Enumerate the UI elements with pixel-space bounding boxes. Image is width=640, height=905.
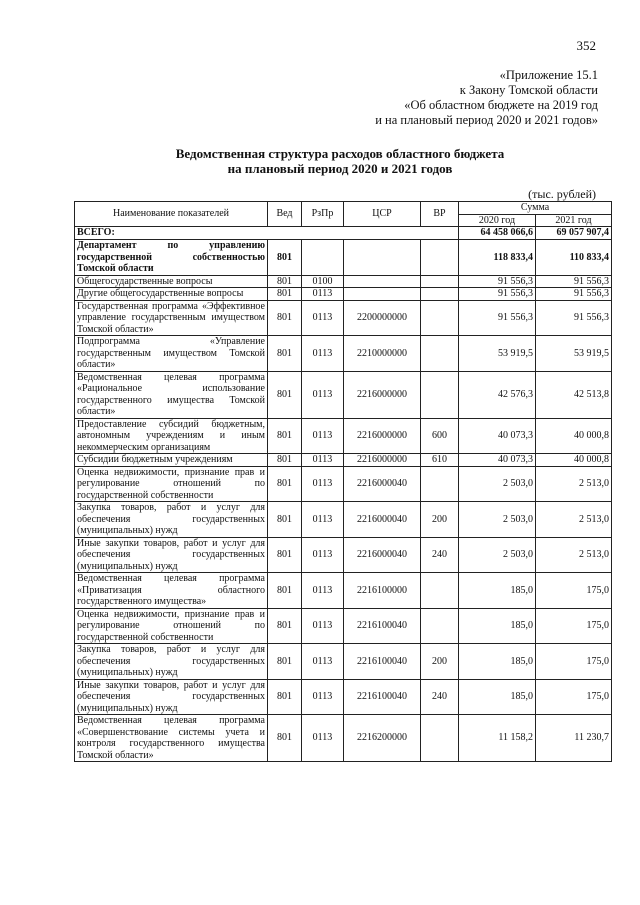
header-sum: Сумма [459,202,612,215]
table-row [75,371,612,418]
cell-sum-2020: 40 073,3 [459,454,536,467]
cell-vr [421,275,459,288]
cell-ved: 801 [268,537,302,573]
page-number: 352 [576,38,596,53]
cell-sum-2020: 118 833,4 [459,240,536,276]
cell-rzpr: 0113 [302,644,344,680]
header-rzpr: РзПр [302,202,344,227]
table-row [75,240,612,276]
cell-vr [421,240,459,276]
appendix-reference [268,68,598,128]
cell-csr [344,275,421,288]
cell-sum-2021: 91 556,3 [536,275,612,288]
cell-sum-2021: 11 230,7 [536,715,612,762]
cell-sum-2020: 40 073,3 [459,418,536,454]
budget-table [74,201,612,762]
cell-csr: 2216100040 [344,679,421,715]
cell-vr [421,573,459,609]
cell-csr: 2216000040 [344,466,421,502]
cell-name: Закупка товаров, работ и услуг для обеспечения государственных (муниципальных) нужд [75,502,268,538]
cell-rzpr: 0113 [302,502,344,538]
table-row [75,644,612,680]
cell-name: Общегосударственные вопросы [75,275,268,288]
cell-ved: 801 [268,418,302,454]
table-row [75,608,612,644]
cell-rzpr: 0113 [302,371,344,418]
table-row [75,502,612,538]
cell-ved: 801 [268,240,302,276]
table-row [75,466,612,502]
table-row [75,418,612,454]
cell-rzpr: 0113 [302,573,344,609]
cell-rzpr: 0113 [302,608,344,644]
cell-sum-2020: 91 556,3 [459,288,536,301]
cell-sum-2021: 91 556,3 [536,288,612,301]
units-label: (тыс. рублей) [528,187,596,201]
cell-vr: 610 [421,454,459,467]
cell-sum-2020: 11 158,2 [459,715,536,762]
cell-ved: 801 [268,466,302,502]
total-2021: 69 057 907,4 [536,227,612,240]
total-row [75,227,612,240]
cell-csr: 2216200000 [344,715,421,762]
header-vr: ВР [421,202,459,227]
cell-name: Ведомственная целевая программа «Приватизация областного государственного имущества» [75,573,268,609]
header-csr: ЦСР [344,202,421,227]
total-label: ВСЕГО: [75,227,459,240]
cell-name: Субсидии бюджетным учреждениям [75,454,268,467]
cell-rzpr: 0113 [302,537,344,573]
cell-vr [421,336,459,372]
cell-sum-2020: 53 919,5 [459,336,536,372]
document-title [60,146,620,176]
table-row [75,454,612,467]
cell-csr: 2216100040 [344,644,421,680]
cell-sum-2020: 185,0 [459,644,536,680]
cell-sum-2020: 185,0 [459,679,536,715]
cell-name: Предоставление субсидий бюджетным, автономным учреждениям и иным некоммерческим организациям [75,418,268,454]
cell-sum-2021: 2 513,0 [536,466,612,502]
appendix-line: «Приложение 15.1 [499,68,598,82]
cell-csr: 2200000000 [344,300,421,336]
cell-ved: 801 [268,454,302,467]
cell-ved: 801 [268,371,302,418]
total-2020: 64 458 066,6 [459,227,536,240]
cell-sum-2020: 91 556,3 [459,275,536,288]
cell-sum-2021: 2 513,0 [536,537,612,573]
cell-sum-2021: 53 919,5 [536,336,612,372]
appendix-line: «Об областном бюджете на 2019 год [404,98,598,112]
cell-csr: 2216000000 [344,454,421,467]
cell-rzpr [302,240,344,276]
cell-vr: 600 [421,418,459,454]
table-row [75,679,612,715]
cell-name: Иные закупки товаров, работ и услуг для обеспечения государственных (муниципальных) нужд [75,679,268,715]
cell-sum-2020: 91 556,3 [459,300,536,336]
cell-vr [421,288,459,301]
cell-ved: 801 [268,644,302,680]
header-year-2020: 2020 год [459,214,536,227]
cell-vr: 200 [421,644,459,680]
cell-sum-2021: 175,0 [536,608,612,644]
cell-csr: 2216000040 [344,502,421,538]
cell-csr [344,240,421,276]
header-year-2021: 2021 год [536,214,612,227]
cell-name: Оценка недвижимости, признание прав и регулирование отношений по государственной собственности [75,466,268,502]
cell-name: Другие общегосударственные вопросы [75,288,268,301]
cell-ved: 801 [268,502,302,538]
cell-sum-2021: 42 513,8 [536,371,612,418]
title-line: Ведомственная структура расходов областного бюджета [175,146,505,161]
cell-rzpr: 0113 [302,715,344,762]
cell-vr [421,371,459,418]
appendix-line: к Закону Томской области [459,83,598,97]
cell-rzpr: 0113 [302,679,344,715]
cell-sum-2021: 40 000,8 [536,418,612,454]
cell-csr: 2216000000 [344,371,421,418]
cell-vr [421,608,459,644]
cell-ved: 801 [268,275,302,288]
table-row [75,715,612,762]
cell-rzpr: 0113 [302,466,344,502]
cell-sum-2021: 175,0 [536,679,612,715]
cell-vr: 200 [421,502,459,538]
table-row [75,573,612,609]
cell-sum-2021: 175,0 [536,573,612,609]
cell-name: Ведомственная целевая программа «Рациональное использование государственного имущества Томской области» [75,371,268,418]
cell-sum-2020: 42 576,3 [459,371,536,418]
cell-ved: 801 [268,715,302,762]
cell-sum-2021: 2 513,0 [536,502,612,538]
cell-rzpr: 0113 [302,454,344,467]
cell-vr [421,715,459,762]
table-row [75,537,612,573]
cell-rzpr: 0113 [302,336,344,372]
cell-ved: 801 [268,288,302,301]
cell-name: Оценка недвижимости, признание прав и регулирование отношений по государственной собственности [75,608,268,644]
cell-name: Департамент по управлению государственной собственностью Томской области [75,240,268,276]
cell-vr: 240 [421,679,459,715]
table-row [75,275,612,288]
cell-csr: 2210000000 [344,336,421,372]
cell-vr [421,300,459,336]
cell-csr: 2216000000 [344,418,421,454]
cell-rzpr: 0113 [302,300,344,336]
cell-rzpr: 0100 [302,275,344,288]
cell-vr [421,466,459,502]
title-line: на плановый период 2020 и 2021 годов [227,161,453,176]
cell-name: Закупка товаров, работ и услуг для обеспечения государственных (муниципальных) нужд [75,644,268,680]
cell-name: Иные закупки товаров, работ и услуг для обеспечения государственных (муниципальных) нужд [75,537,268,573]
cell-sum-2020: 185,0 [459,608,536,644]
cell-sum-2020: 2 503,0 [459,537,536,573]
cell-csr [344,288,421,301]
cell-ved: 801 [268,336,302,372]
cell-sum-2021: 110 833,4 [536,240,612,276]
cell-csr: 2216000040 [344,537,421,573]
cell-vr: 240 [421,537,459,573]
cell-sum-2020: 185,0 [459,573,536,609]
cell-name: Подпрограмма «Управление государственным имуществом Томской области» [75,336,268,372]
cell-rzpr: 0113 [302,418,344,454]
cell-name: Государственная программа «Эффективное управление государственным имуществом Томской области» [75,300,268,336]
cell-sum-2021: 175,0 [536,644,612,680]
cell-ved: 801 [268,300,302,336]
table-row [75,336,612,372]
appendix-line: и на плановый период 2020 и 2021 годов» [375,113,598,127]
cell-ved: 801 [268,573,302,609]
header-name: Наименование показателей [75,202,268,227]
cell-name: Ведомственная целевая программа «Совершенствование системы учета и контроля государственного имущества Томской области» [75,715,268,762]
cell-sum-2021: 40 000,8 [536,454,612,467]
cell-sum-2020: 2 503,0 [459,502,536,538]
table-row [75,288,612,301]
cell-csr: 2216100040 [344,608,421,644]
table-row [75,300,612,336]
cell-sum-2020: 2 503,0 [459,466,536,502]
cell-ved: 801 [268,608,302,644]
header-ved: Вед [268,202,302,227]
cell-rzpr: 0113 [302,288,344,301]
cell-csr: 2216100000 [344,573,421,609]
cell-sum-2021: 91 556,3 [536,300,612,336]
cell-ved: 801 [268,679,302,715]
